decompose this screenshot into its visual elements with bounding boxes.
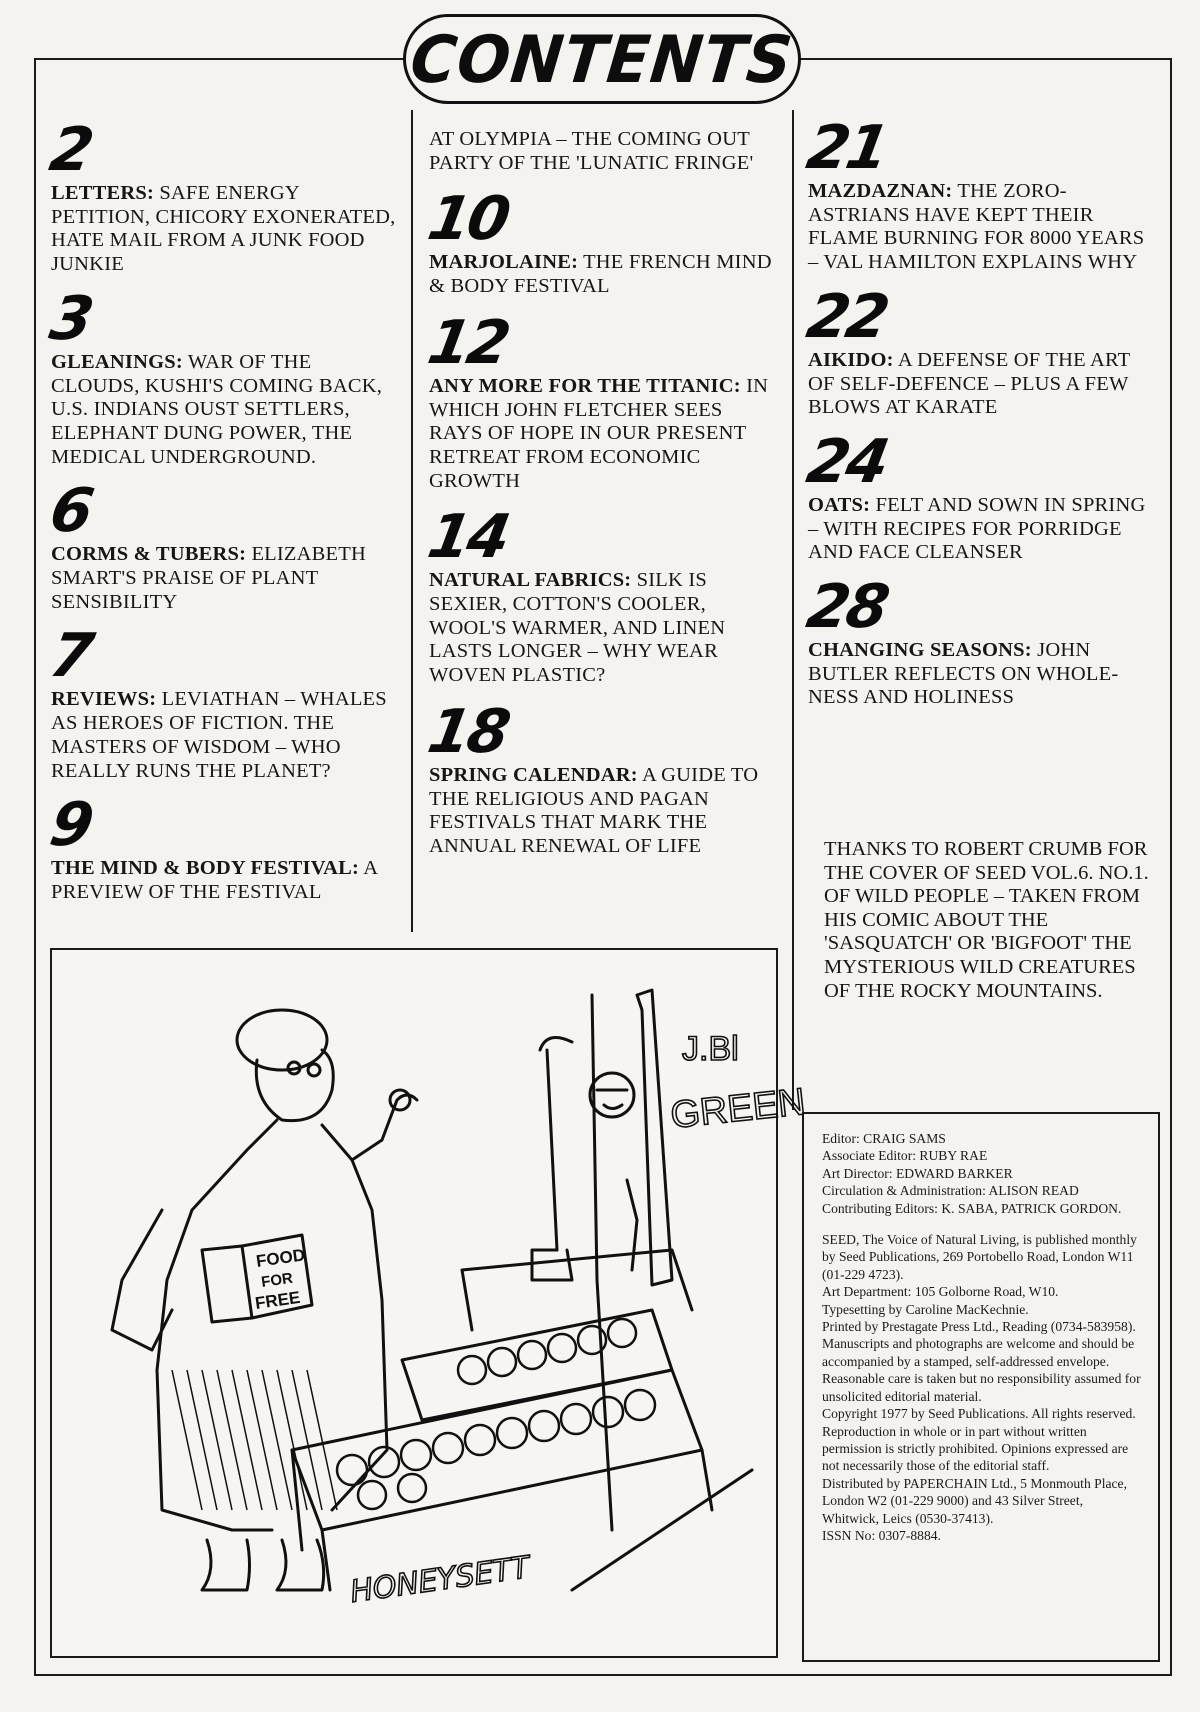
entry-page-28[interactable] bbox=[801, 572, 1158, 710]
page-title: CONTENTS bbox=[407, 21, 797, 98]
entry-text bbox=[51, 351, 396, 470]
entry-text bbox=[808, 180, 1158, 275]
entry-heading: REVIEWS: bbox=[51, 688, 157, 711]
entry-description: LEVIATHAN – WHALES AS HEROES OF FICTION. THE MASTERS OF WISDOM – WHO REALLY RUNS THE PLANET? bbox=[51, 688, 387, 782]
entry-page-12[interactable] bbox=[422, 307, 774, 494]
entry-description: WAR OF THE CLOUDS, KUSHI'S COMING BACK, U.S. INDIANS OUST SETTLERS, ELEPHANT DUNG POWER, THE MEDICAL UNDERGROUND. bbox=[51, 350, 383, 468]
distribution-info: Distributed by PAPERCHAIN Ltd., 5 Monmouth Place, London W2 (01-229 9000) and 43 Silver Street, Whitwick, Leics (0530-37413). bbox=[822, 1475, 1127, 1526]
entry-text bbox=[429, 251, 774, 298]
produce-crate-bottom bbox=[292, 1370, 702, 1530]
entry-description: THE ZORO-ASTRIANS HAVE KEPT THEIR FLAME BURNING FOR 8000 YEARS – VAL HAMILTON EXPLAINS WHY bbox=[808, 180, 1145, 274]
column-divider-right bbox=[792, 110, 794, 1110]
book-label-line-1: FOOD bbox=[254, 1245, 307, 1271]
page-number: 12 bbox=[422, 307, 513, 378]
entry-page-18[interactable] bbox=[422, 696, 774, 859]
entry-page-3[interactable] bbox=[44, 283, 396, 470]
shop-sign-line-1: J.Bl bbox=[682, 1030, 739, 1068]
contents-title-banner bbox=[403, 14, 801, 104]
contents-column-2 bbox=[422, 128, 774, 859]
manuscripts-note: Manuscripts and photographs are welcome and should be accompanied by a stamped, self-addressed envelope. Reasonable care is taken but no responsibility assumed for unsolicited editorial material. bbox=[822, 1336, 1141, 1404]
entry-text bbox=[51, 543, 396, 614]
credit-contributing-editors: Contributing Editors: K. SABA, PATRICK GORDON. bbox=[822, 1200, 1122, 1216]
entry-heading: THE MIND & BODY FESTIVAL: bbox=[51, 857, 359, 880]
artist-signature: HONEYSETT bbox=[348, 1550, 532, 1610]
credit-art-director: Art Director: EDWARD BARKER bbox=[822, 1165, 1013, 1181]
cover-credit-note: THANKS TO ROBERT CRUMB FOR THE COVER OF SEED VOL.6. NO.1. OF WILD PEOPLE – TAKEN FROM HIS COMIC ABOUT THE 'SASQUATCH' OR 'BIGFOOT' THE MYSTERIOUS WILD CREATURES OF THE ROCKY MOUNTAINS. bbox=[824, 838, 1149, 1002]
entry-heading: NATURAL FABRICS: bbox=[429, 569, 632, 592]
page-number: 3 bbox=[44, 283, 96, 354]
entry-page-22[interactable] bbox=[801, 281, 1158, 420]
lamp-post bbox=[532, 1038, 572, 1281]
issn-number: ISSN No: 0307-8884. bbox=[822, 1527, 941, 1543]
entry-text bbox=[51, 182, 396, 277]
book-label-line-2: FOR bbox=[260, 1269, 294, 1291]
copyright-note: Copyright 1977 by Seed Publications. All rights reserved. Reproduction in whole or in part without written permission is strictly prohibited. Opinions expressed are not necessarily those of the editorial staff. bbox=[822, 1406, 1136, 1474]
cartoon-illustration bbox=[50, 948, 808, 1658]
contents-column-1 bbox=[44, 115, 396, 905]
entry-heading: CHANGING SEASONS: bbox=[808, 639, 1032, 662]
entry-text bbox=[808, 349, 1158, 420]
entry-page-2[interactable] bbox=[44, 115, 396, 277]
entry-text bbox=[429, 764, 774, 859]
entry-text bbox=[429, 569, 774, 688]
entry-description: SILK IS SEXIER, COTTON'S COOLER, WOOL'S WARMER, AND LINEN LASTS LONGER – WHY WEAR WOVEN PLASTIC? bbox=[429, 569, 726, 687]
page-number: 7 bbox=[44, 621, 96, 692]
book-label-line-3: FREE bbox=[253, 1287, 302, 1313]
shop-door-frame bbox=[637, 990, 672, 1285]
entry-text bbox=[808, 639, 1158, 710]
credit-associate-editor: Associate Editor: RUBY RAE bbox=[822, 1148, 988, 1164]
page-number: 6 bbox=[44, 476, 96, 547]
entry-text bbox=[51, 688, 396, 783]
entry-text bbox=[808, 494, 1158, 565]
entry-page-10[interactable] bbox=[422, 184, 774, 298]
entry-heading: GLEANINGS: bbox=[51, 350, 183, 373]
page-number: 14 bbox=[422, 502, 513, 573]
page-number: 18 bbox=[422, 696, 513, 767]
cartoon-drawing bbox=[52, 950, 808, 1656]
entry-description: JOHN BUTLER REFLECTS ON WHOLE-NESS AND HOLINESS bbox=[808, 639, 1119, 709]
entry-description: A GUIDE TO THE RELIGIOUS AND PAGAN FESTIVALS THAT MARK THE ANNUAL RENEWAL OF LIFE bbox=[429, 763, 759, 857]
page-number: 24 bbox=[801, 426, 892, 497]
entry-description: IN WHICH JOHN FLETCHER SEES RAYS OF HOPE IN OUR PRESENT RETREAT FROM ECONOMIC GROWTH bbox=[429, 374, 769, 492]
entry-page-9[interactable] bbox=[44, 790, 396, 904]
entry-heading: LETTERS: bbox=[51, 182, 154, 204]
entry-page-21[interactable] bbox=[801, 113, 1158, 275]
typesetting-info: Typesetting by Caroline MacKechnie. bbox=[822, 1301, 1029, 1317]
publisher-info: SEED, The Voice of Natural Living, is published monthly by Seed Publications, 269 Portobello Road, London W11 (01-229 4723). bbox=[822, 1232, 1137, 1282]
entry-heading: AIKIDO: bbox=[808, 348, 894, 371]
entry-heading: ANY MORE FOR THE TITANIC: bbox=[429, 374, 741, 397]
entry-text bbox=[51, 857, 396, 904]
entry-text bbox=[429, 375, 774, 494]
entry-page-14[interactable] bbox=[422, 502, 774, 688]
page-number: 21 bbox=[801, 113, 892, 183]
entry-heading: OATS: bbox=[808, 493, 871, 516]
page-number: 28 bbox=[801, 572, 892, 643]
art-department-info: Art Department: 105 Golborne Road, W10. bbox=[822, 1284, 1059, 1300]
entry-description: A PREVIEW OF THE FESTIVAL bbox=[51, 857, 378, 903]
credit-circulation: Circulation & Administration: ALISON READ bbox=[822, 1183, 1079, 1199]
contents-column-3 bbox=[801, 113, 1158, 710]
entry-page-24[interactable] bbox=[801, 426, 1158, 565]
entry-page-7[interactable] bbox=[44, 621, 396, 783]
page-number: 2 bbox=[44, 115, 96, 185]
credit-editor: Editor: CRAIG SAMS bbox=[822, 1131, 946, 1146]
page-number: 9 bbox=[44, 790, 96, 861]
produce-crate-top bbox=[402, 1310, 672, 1420]
entry-continuation-text: AT OLYMPIA – THE COMING OUT PARTY OF THE 'LUNATIC FRINGE' bbox=[429, 128, 754, 174]
entry-heading: CORMS & TUBERS: bbox=[51, 543, 247, 566]
entry-heading: SPRING CALENDAR: bbox=[429, 763, 638, 786]
entry-page-6[interactable] bbox=[44, 476, 396, 614]
shop-counter bbox=[462, 1250, 692, 1330]
entry-description: THE FRENCH MIND & BODY FESTIVAL bbox=[429, 251, 772, 298]
masthead-credits-box bbox=[802, 1112, 1160, 1662]
column-divider-left bbox=[411, 110, 413, 932]
skirt-hatching bbox=[172, 1370, 337, 1510]
shop-sign-line-2: GREEN bbox=[668, 1081, 808, 1137]
page-number: 10 bbox=[422, 184, 513, 255]
entry-heading: MAZDAZNAN: bbox=[808, 180, 953, 202]
entry-heading: MARJOLAINE: bbox=[429, 251, 579, 274]
printer-info: Printed by Prestagate Press Ltd., Reading (0734-583958). bbox=[822, 1319, 1136, 1335]
entry-description: A DEFENSE OF THE ART OF SELF-DEFENCE – PLUS A FEW BLOWS AT KARATE bbox=[808, 348, 1130, 419]
page-number: 22 bbox=[801, 281, 892, 352]
entry-description: ELIZABETH SMART'S PRAISE OF PLANT SENSIBILITY bbox=[51, 543, 366, 613]
entry-description: FELT AND SOWN IN SPRING – WITH RECIPES FOR PORRIDGE AND FACE CLEANSER bbox=[808, 493, 1146, 564]
entry-description: SAFE ENERGY PETITION, CHICORY EXONERATED, HATE MAIL FROM A JUNK FOOD JUNKIE bbox=[51, 182, 396, 276]
